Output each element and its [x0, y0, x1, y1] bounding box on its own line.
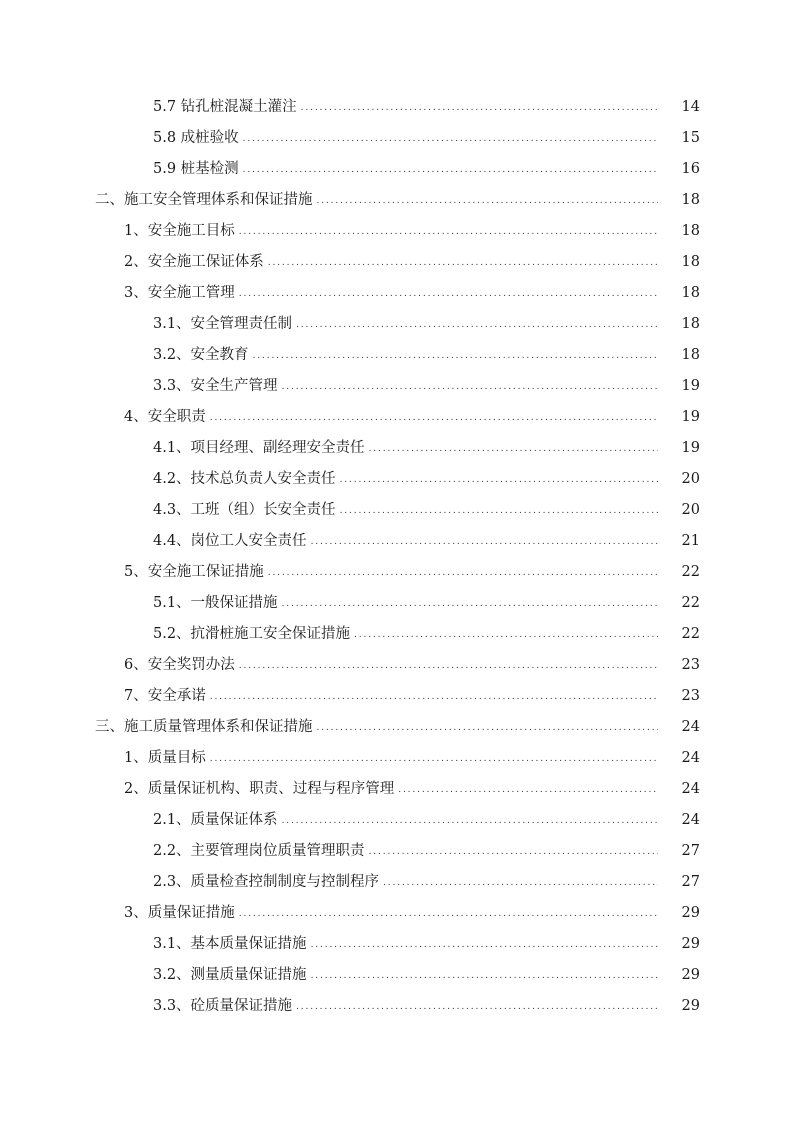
toc-entry-title: 5.7 钻孔桩混凝土灌注 [153, 99, 297, 115]
toc-entry[interactable] [0, 898, 794, 929]
toc-entry-title: 5.1、一般保证措施 [153, 595, 278, 611]
dot-leader [398, 774, 658, 805]
dot-leader [268, 247, 658, 278]
toc-entry[interactable] [0, 464, 794, 495]
toc-entry-title: 7、安全承诺 [124, 688, 206, 704]
dot-leader [317, 712, 659, 743]
toc-entry-title: 3.2、测量质量保证措施 [153, 967, 307, 983]
toc-entry[interactable] [0, 340, 794, 371]
dot-leader [210, 743, 658, 774]
toc-entry[interactable] [0, 991, 794, 1022]
dot-leader [354, 619, 658, 650]
toc-entry[interactable] [0, 123, 794, 154]
toc-entry-page-number: 29 [681, 967, 700, 983]
toc-entry-title: 4.2、技术总负责人安全责任 [153, 471, 336, 487]
toc-entry[interactable] [0, 681, 794, 712]
dot-leader [239, 216, 658, 247]
dot-leader [311, 960, 658, 991]
toc-entry-page-number: 24 [681, 781, 700, 797]
toc-entry[interactable] [0, 185, 794, 216]
toc-entry-title: 5.8 成桩验收 [153, 130, 239, 146]
dot-leader [239, 278, 658, 309]
dot-leader [210, 402, 658, 433]
toc-entry-page-number: 22 [681, 564, 700, 580]
toc-entry[interactable] [0, 557, 794, 588]
dot-leader [296, 309, 658, 340]
toc-entry[interactable] [0, 867, 794, 898]
table-of-contents [0, 92, 794, 1022]
toc-entry-page-number: 21 [681, 533, 700, 549]
toc-entry-title: 4.4、岗位工人安全责任 [153, 533, 307, 549]
toc-entry-title: 3、安全施工管理 [124, 285, 235, 301]
toc-entry-title: 3、质量保证措施 [124, 905, 235, 921]
toc-entry[interactable] [0, 929, 794, 960]
toc-entry-title: 2.2、主要管理岗位质量管理职责 [153, 843, 365, 859]
toc-entry-title: 4.1、项目经理、副经理安全责任 [153, 440, 365, 456]
dot-leader [239, 898, 658, 929]
toc-entry[interactable] [0, 247, 794, 278]
toc-entry-page-number: 18 [681, 347, 700, 363]
toc-entry-page-number: 24 [681, 750, 700, 766]
toc-entry[interactable] [0, 526, 794, 557]
dot-leader [243, 154, 658, 185]
toc-entry-title: 三、施工质量管理体系和保证措施 [95, 719, 313, 735]
toc-entry-page-number: 19 [681, 409, 700, 425]
dot-leader [243, 123, 658, 154]
toc-entry-page-number: 19 [681, 440, 700, 456]
toc-entry-title: 2.1、质量保证体系 [153, 812, 278, 828]
toc-entry-page-number: 22 [681, 595, 700, 611]
toc-entry-page-number: 24 [681, 719, 700, 735]
dot-leader [340, 495, 658, 526]
toc-entry-page-number: 27 [681, 874, 700, 890]
toc-entry[interactable] [0, 309, 794, 340]
toc-entry-page-number: 23 [681, 688, 700, 704]
toc-entry-page-number: 22 [681, 626, 700, 642]
toc-entry-title: 1、安全施工目标 [124, 223, 235, 239]
toc-entry-title: 2.3、质量检查控制制度与控制程序 [153, 874, 380, 890]
dot-leader [282, 371, 658, 402]
toc-entry-page-number: 23 [681, 657, 700, 673]
dot-leader [317, 185, 659, 216]
toc-entry-page-number: 18 [681, 316, 700, 332]
toc-entry[interactable] [0, 805, 794, 836]
dot-leader [210, 681, 658, 712]
dot-leader [340, 464, 658, 495]
toc-entry-title: 5.9 桩基检测 [153, 161, 239, 177]
toc-entry-page-number: 29 [681, 936, 700, 952]
dot-leader [282, 805, 658, 836]
toc-entry-page-number: 29 [681, 905, 700, 921]
toc-entry-page-number: 20 [681, 471, 700, 487]
toc-entry[interactable] [0, 216, 794, 247]
toc-entry-page-number: 18 [681, 254, 700, 270]
dot-leader [296, 991, 658, 1022]
toc-entry[interactable] [0, 92, 794, 123]
toc-entry-page-number: 18 [681, 285, 700, 301]
toc-entry-title: 3.3、砼质量保证措施 [153, 998, 293, 1014]
toc-entry[interactable] [0, 402, 794, 433]
toc-entry-title: 1、质量目标 [124, 750, 206, 766]
toc-entry-title: 5、安全施工保证措施 [124, 564, 264, 580]
toc-entry-title: 4.3、工班（组）长安全责任 [153, 502, 336, 518]
toc-entry[interactable] [0, 278, 794, 309]
toc-entry-title: 3.3、安全生产管理 [153, 378, 278, 394]
toc-entry-page-number: 19 [681, 378, 700, 394]
dot-leader [268, 557, 658, 588]
toc-entry-page-number: 27 [681, 843, 700, 859]
toc-entry-title: 4、安全职责 [124, 409, 206, 425]
toc-entry[interactable] [0, 619, 794, 650]
toc-entry-page-number: 29 [681, 998, 700, 1014]
toc-entry-title: 2、安全施工保证体系 [124, 254, 264, 270]
toc-entry-page-number: 16 [681, 161, 700, 177]
dot-leader [253, 340, 658, 371]
toc-entry[interactable] [0, 774, 794, 805]
toc-entry-title: 3.2、安全教育 [153, 347, 249, 363]
toc-entry[interactable] [0, 495, 794, 526]
toc-entry[interactable] [0, 433, 794, 464]
toc-entry-title: 6、安全奖罚办法 [124, 657, 235, 673]
dot-leader [311, 526, 658, 557]
toc-entry-title: 5.2、抗滑桩施工安全保证措施 [153, 626, 351, 642]
dot-leader [369, 433, 658, 464]
toc-entry[interactable] [0, 836, 794, 867]
toc-entry-title: 2、质量保证机构、职责、过程与程序管理 [124, 781, 395, 797]
toc-entry-page-number: 14 [681, 99, 700, 115]
toc-entry[interactable] [0, 650, 794, 681]
dot-leader [369, 836, 658, 867]
toc-entry-page-number: 18 [681, 223, 700, 239]
toc-entry[interactable] [0, 154, 794, 185]
dot-leader [383, 867, 658, 898]
dot-leader [311, 929, 658, 960]
toc-entry-title: 二、施工安全管理体系和保证措施 [95, 192, 313, 208]
toc-entry-page-number: 20 [681, 502, 700, 518]
toc-entry[interactable] [0, 960, 794, 991]
dot-leader [282, 588, 658, 619]
toc-entry-title: 3.1、安全管理责任制 [153, 316, 293, 332]
toc-entry[interactable] [0, 743, 794, 774]
toc-entry[interactable] [0, 371, 794, 402]
toc-entry-page-number: 18 [681, 192, 700, 208]
dot-leader [239, 650, 658, 681]
toc-entry-page-number: 24 [681, 812, 700, 828]
toc-entry[interactable] [0, 712, 794, 743]
toc-entry-title: 3.1、基本质量保证措施 [153, 936, 307, 952]
toc-entry-page-number: 15 [681, 130, 700, 146]
toc-entry[interactable] [0, 588, 794, 619]
dot-leader [301, 92, 658, 123]
